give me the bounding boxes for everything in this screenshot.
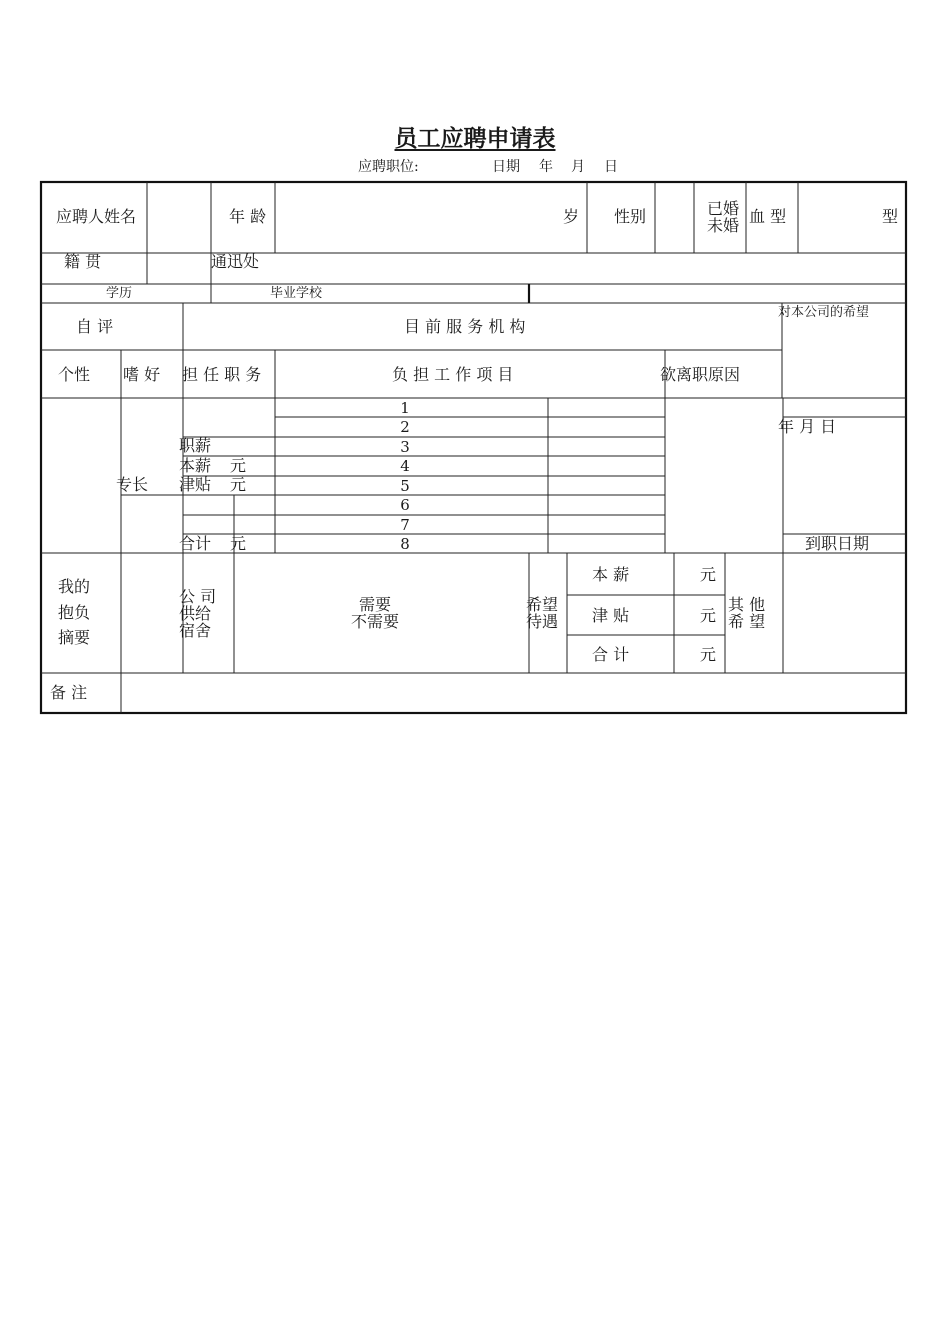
expected-allowance-label: 津 贴	[592, 606, 630, 625]
allowance-yuan: 元	[230, 475, 247, 494]
ambition-label-2: 抱负	[58, 603, 91, 622]
expected-total-yuan: 元	[700, 645, 717, 664]
expected-base-yuan: 元	[700, 565, 717, 584]
allowance-label: 津贴	[179, 475, 212, 494]
row-number: 1	[400, 399, 410, 417]
hobby-label: 嗜 好	[123, 365, 161, 384]
age-label: 年 龄	[229, 207, 267, 226]
current-employer-label: 目 前 服 务 机 构	[404, 317, 526, 336]
row-number: 4	[400, 457, 410, 475]
salary-label: 职薪	[179, 436, 212, 455]
date-year-label: 年	[539, 159, 553, 175]
total-yuan: 元	[230, 534, 247, 553]
ambition-label-1: 我的	[58, 577, 91, 596]
expected-base-label: 本 薪	[592, 565, 630, 584]
row-number: 3	[400, 438, 410, 456]
personality-label: 个性	[58, 365, 91, 384]
specialty-label: 专长	[116, 475, 149, 494]
native-place-label: 籍 贯	[64, 252, 102, 271]
row-number: 5	[400, 477, 410, 495]
expected-label-1: 希望	[526, 595, 559, 614]
gender-label: 性别	[614, 207, 647, 226]
leave-reason-label: 欲离职原因	[660, 365, 741, 384]
education-label: 学历	[106, 286, 133, 301]
company-label-1: 公 司	[179, 587, 217, 606]
expected-label-2: 待遇	[526, 612, 559, 631]
company-label-3: 宿舍	[179, 621, 212, 640]
need-label: 需要	[359, 595, 392, 614]
expected-allowance-yuan: 元	[700, 606, 717, 625]
unmarried-label: 未婚	[707, 216, 740, 235]
ambition-label-3: 摘要	[58, 628, 91, 647]
age-unit: 岁	[563, 207, 580, 226]
graduate-school-label: 毕业学校	[270, 286, 323, 301]
blood-type-unit: 型	[882, 207, 899, 226]
row-number: 2	[400, 418, 410, 436]
form-title: 员工应聘申请表	[394, 125, 556, 152]
year-month-day-label: 年 月 日	[778, 417, 837, 436]
married-label: 已婚	[707, 199, 740, 218]
self-eval-label: 自 评	[76, 317, 114, 336]
company-label-2: 供给	[179, 604, 212, 623]
no-need-label: 不需要	[351, 612, 400, 631]
start-date-label: 到职日期	[805, 534, 870, 553]
applicant-name-label: 应聘人姓名	[56, 207, 137, 226]
work-items-label: 负 担 工 作 项 目	[392, 365, 514, 384]
base-salary-label: 本薪	[179, 456, 212, 475]
base-salary-yuan: 元	[230, 456, 247, 475]
row-number: 8	[400, 535, 410, 553]
row-number: 7	[400, 516, 410, 534]
form-frame	[41, 182, 906, 713]
row-number: 6	[400, 496, 410, 514]
other-hope-label-1: 其 他	[728, 595, 766, 614]
position-label: 应聘职位:	[358, 159, 419, 175]
date-month-label: 月	[571, 159, 585, 175]
remarks-label: 备 注	[50, 683, 88, 702]
date-day-label: 日	[604, 159, 618, 175]
blood-type-label: 血 型	[749, 207, 787, 226]
total-label: 合计	[179, 534, 212, 553]
position-held-label: 担 任 职 务	[182, 365, 262, 384]
company-hope-label: 对本公司的希望	[778, 305, 870, 320]
date-label: 日期	[492, 159, 520, 175]
expected-total-label: 合 计	[592, 645, 630, 664]
other-hope-label-2: 希 望	[728, 612, 766, 631]
address-label: 通迅处	[211, 252, 260, 271]
